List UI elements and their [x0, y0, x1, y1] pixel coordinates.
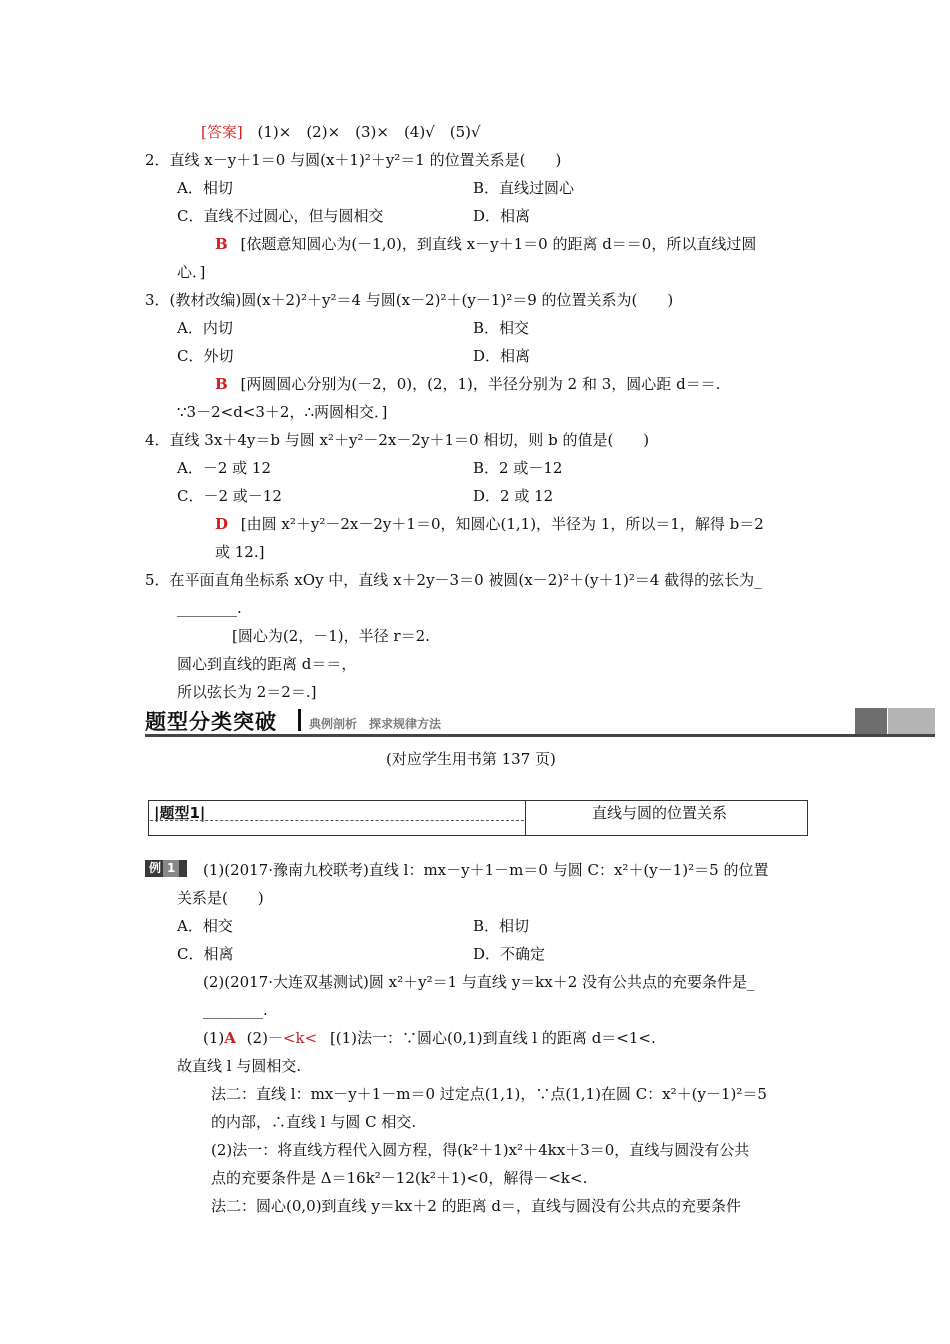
example-part2-line1: (2)(2017·大连双基测试)圆 x²＋y²＝1 与直线 y＝kx＋2 没有公共点的充要条件是_ — [203, 973, 755, 991]
example-badge — [145, 860, 187, 877]
example-badge-label: 例 — [149, 861, 162, 875]
banner-dark-block — [855, 708, 887, 734]
example-part1-line2: 关系是( ) — [177, 889, 264, 907]
q3-option-a: A．内切 — [177, 319, 233, 337]
q2-solution-line2: 心．] — [177, 263, 206, 281]
example-solution-line1: 故直线 l 与圆相交. — [177, 1057, 302, 1075]
q2-option-b: B．直线过圆心 — [473, 179, 575, 197]
example-part2-line2: ________. — [203, 1001, 268, 1019]
q4-answer-letter: D — [215, 515, 229, 533]
example-solution-line6: 法二：圆心(0,0)到直线 y＝kx＋2 的距离 d＝，直线与圆没有公共点的充要条件 — [211, 1197, 742, 1215]
example-answer1: A — [224, 1029, 236, 1047]
example-answer-mid: (2) — [246, 1029, 268, 1047]
type-dashed-line — [150, 820, 524, 821]
q3-solution-text: [两圆圆心分别为(－2，0)，(2，1)，半径分别为 2 和 3，圆心距 d＝＝. — [240, 375, 721, 393]
q4-solution-text: [由圆 x²＋y²－2x－2y＋1＝0，知圆心(1,1)，半径为 1，所以＝1，解得 b＝2 — [240, 515, 764, 533]
type-box-divider — [525, 800, 526, 835]
q2-option-a: A．相切 — [177, 179, 233, 197]
q4-solution-line2: 或 12.] — [215, 543, 265, 561]
example-badge-number: 1 — [163, 860, 179, 877]
q3-stem: 3．(教材改编)圆(x＋2)²＋y²＝4 与圆(x－2)²＋(y－1)²＝9 的位置关系为( ) — [145, 291, 674, 309]
example-solution-line4: (2)法一：将直线方程代入圆方程，得(k²＋1)x²＋4kx＋3＝0，直线与圆没有公共 — [211, 1141, 750, 1159]
q3-option-b: B．相交 — [473, 319, 530, 337]
banner-divider — [298, 709, 301, 731]
q2-stem: 2．直线 x－y＋1＝0 与圆(x＋1)²＋y²＝1 的位置关系是( ) — [145, 151, 562, 169]
type-title: 直线与圆的位置关系 — [592, 804, 728, 822]
answer-line — [201, 122, 481, 142]
q4-option-d: D．2 或 12 — [473, 487, 554, 505]
example-option-c: C．相离 — [177, 945, 234, 963]
example-solution-line2: 法二：直线 l：mx－y＋1－m＝0 过定点(1,1)，∵点(1,1)在圆 C：x²＋(y－1)²＝5 — [211, 1085, 767, 1103]
answer-text: (1)× (2)× (3)× (4)√ (5)√ — [257, 123, 481, 141]
page-reference: (对应学生用书第 137 页) — [386, 750, 556, 768]
section-banner-subtitle: 典例剖析 探求规律方法 — [309, 717, 442, 731]
q3-option-c: C．外切 — [177, 347, 234, 365]
q2-option-c: C．直线不过圆心，但与圆相交 — [177, 207, 384, 225]
q3-solution-line1 — [215, 374, 720, 394]
example-part1-line1: (1)(2017·豫南九校联考)直线 l：mx－y＋1－m＝0 与圆 C：x²＋(y－1)²＝5 的位置 — [203, 861, 769, 879]
answer-label: [答案] — [201, 123, 243, 141]
q5-blank: ________. — [177, 599, 242, 617]
example-answer2: －<k< — [267, 1029, 318, 1047]
q2-answer-letter: B — [215, 235, 228, 253]
banner-underline — [145, 734, 935, 737]
q3-option-d: D．相离 — [473, 347, 531, 365]
q2-option-d: D．相离 — [473, 207, 531, 225]
q4-option-a: A．－2 或 12 — [177, 459, 271, 477]
q5-solution-line3: 所以弦长为 2＝2＝.] — [177, 683, 317, 701]
type-label-text: 题型1 — [159, 804, 200, 822]
example-solution-line3: 的内部，∴直线 l 与圆 C 相交. — [211, 1113, 417, 1131]
example-solution-start: [(1)法一：∵圆心(0,1)到直线 l 的距离 d＝<1<. — [329, 1029, 656, 1047]
q4-stem: 4．直线 3x＋4y＝b 与圆 x²＋y²－2x－2y＋1＝0 相切，则 b 的值是( ) — [145, 431, 650, 449]
type-label: |题型1| — [154, 804, 206, 822]
example-answer-line — [203, 1028, 656, 1048]
example-option-d: D．不确定 — [473, 945, 546, 963]
banner-light-block — [888, 708, 935, 734]
q5-stem: 5．在平面直角坐标系 xOy 中，直线 x＋2y－3＝0 被圆(x－2)²＋(y＋1)²＝4 截得的弦长为_ — [145, 571, 762, 589]
q3-answer-letter: B — [215, 375, 228, 393]
example-answer-prefix: (1) — [203, 1029, 225, 1047]
section-banner-title: 题型分类突破 — [145, 710, 277, 734]
q5-solution-line2: 圆心到直线的距离 d＝＝， — [177, 655, 357, 673]
q3-solution-line2: ∵3－2<d<3＋2，∴两圆相交．] — [177, 403, 388, 421]
q5-solution-line1: [圆心为(2，－1)，半径 r＝2. — [232, 627, 430, 645]
q4-option-b: B．2 或－12 — [473, 459, 563, 477]
q2-solution-line1 — [215, 234, 756, 254]
example-option-a: A．相交 — [177, 917, 233, 935]
type-box-topline — [525, 800, 807, 801]
q2-solution-text: [依题意知圆心为(－1,0)，到直线 x－y＋1＝0 的距离 d＝＝0，所以直线过圆 — [240, 235, 757, 253]
q4-solution-line1 — [215, 514, 764, 534]
example-solution-line5: 点的充要条件是 Δ＝16k²－12(k²＋1)<0，解得－<k<. — [211, 1169, 588, 1187]
example-option-b: B．相切 — [473, 917, 530, 935]
q4-option-c: C．－2 或－12 — [177, 487, 282, 505]
